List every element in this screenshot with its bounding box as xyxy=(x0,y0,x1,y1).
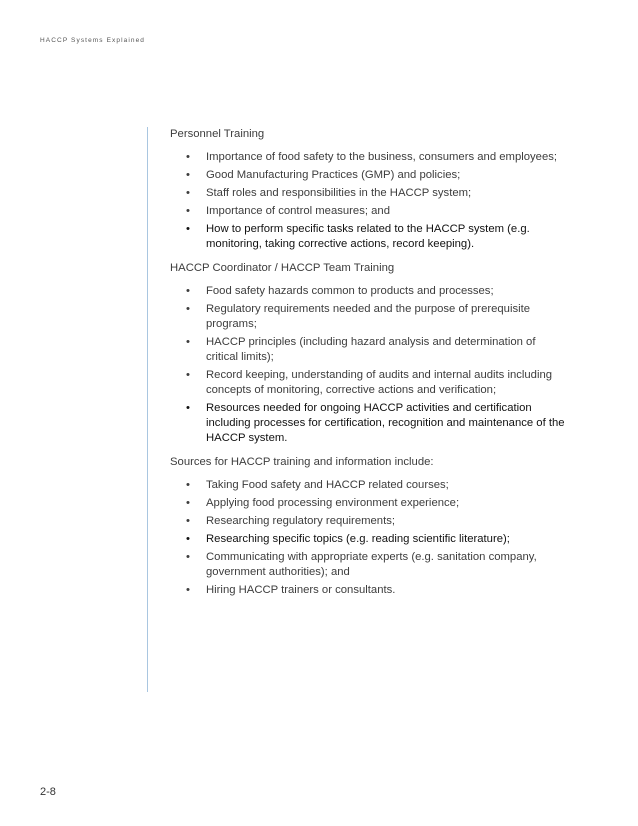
list-item-text: Regulatory requirements needed and the purpose of prerequisite programs; xyxy=(206,303,531,330)
list-item-text: Hiring HACCP trainers or consultants. xyxy=(206,584,396,596)
list-item-text: Applying food processing environment experience; xyxy=(206,497,460,509)
list-item-text: Communicating with appropriate experts (e.g. sanitation company, government authorities); and xyxy=(206,551,537,578)
section-training-sources xyxy=(170,455,570,598)
bullet-icon: • xyxy=(186,479,190,491)
list-item xyxy=(170,302,570,332)
list-item-text: HACCP principles (including hazard analysis and determination of critical limits); xyxy=(206,336,536,363)
list-item-text: Importance of control measures; and xyxy=(206,205,390,217)
list-item xyxy=(170,335,570,365)
list-item xyxy=(170,532,570,547)
bullet-icon: • xyxy=(186,551,190,563)
list-item xyxy=(170,168,570,183)
bullet-list xyxy=(170,478,570,598)
list-item xyxy=(170,186,570,201)
bullet-icon: • xyxy=(186,533,190,545)
bullet-list xyxy=(170,150,570,252)
list-item xyxy=(170,204,570,219)
list-item xyxy=(170,401,570,446)
bullet-icon: • xyxy=(186,497,190,509)
bullet-icon: • xyxy=(186,336,190,348)
list-item-text: Taking Food safety and HACCP related courses; xyxy=(206,479,449,491)
bullet-icon: • xyxy=(186,285,190,297)
bullet-icon: • xyxy=(186,169,190,181)
page-content xyxy=(170,127,570,607)
bullet-icon: • xyxy=(186,223,190,235)
section-personnel-training xyxy=(170,127,570,252)
bullet-icon: • xyxy=(186,369,190,381)
list-item-text: Staff roles and responsibilities in the HACCP system; xyxy=(206,187,472,199)
margin-rule xyxy=(147,127,148,692)
list-item-text: Food safety hazards common to products and processes; xyxy=(206,285,494,297)
bullet-icon: • xyxy=(186,584,190,596)
bullet-icon: • xyxy=(186,402,190,414)
list-item-text: Record keeping, understanding of audits and internal audits including concepts of monitoring, corrective actions and verification; xyxy=(206,369,553,396)
page-number: 2-8 xyxy=(40,786,56,798)
list-item xyxy=(170,550,570,580)
running-header: HACCP Systems Explained xyxy=(40,37,146,44)
list-item xyxy=(170,478,570,493)
list-item-text: Researching regulatory requirements; xyxy=(206,515,396,527)
section-heading: Personnel Training xyxy=(170,128,265,140)
list-item-text: Good Manufacturing Practices (GMP) and policies; xyxy=(206,169,461,181)
list-item xyxy=(170,284,570,299)
list-item xyxy=(170,150,570,165)
section-heading: HACCP Coordinator / HACCP Team Training xyxy=(170,262,395,274)
section-coordinator-training xyxy=(170,261,570,446)
bullet-icon: • xyxy=(186,205,190,217)
list-item-text: Researching specific topics (e.g. reading scientific literature); xyxy=(206,533,510,545)
section-heading: Sources for HACCP training and information include: xyxy=(170,456,434,468)
bullet-icon: • xyxy=(186,187,190,199)
bullet-icon: • xyxy=(186,515,190,527)
list-item xyxy=(170,583,570,598)
bullet-icon: • xyxy=(186,303,190,315)
bullet-list xyxy=(170,284,570,446)
list-item-text: Importance of food safety to the business, consumers and employees; xyxy=(206,151,558,163)
list-item xyxy=(170,514,570,529)
list-item xyxy=(170,496,570,511)
list-item xyxy=(170,368,570,398)
list-item-text: How to perform specific tasks related to the HACCP system (e.g. monitoring, taking corrective actions, record keeping). xyxy=(206,223,530,250)
list-item xyxy=(170,222,570,252)
list-item-text: Resources needed for ongoing HACCP activities and certification including processes for certification, recognition and maintenance of the HACCP system. xyxy=(206,402,565,444)
bullet-icon: • xyxy=(186,151,190,163)
